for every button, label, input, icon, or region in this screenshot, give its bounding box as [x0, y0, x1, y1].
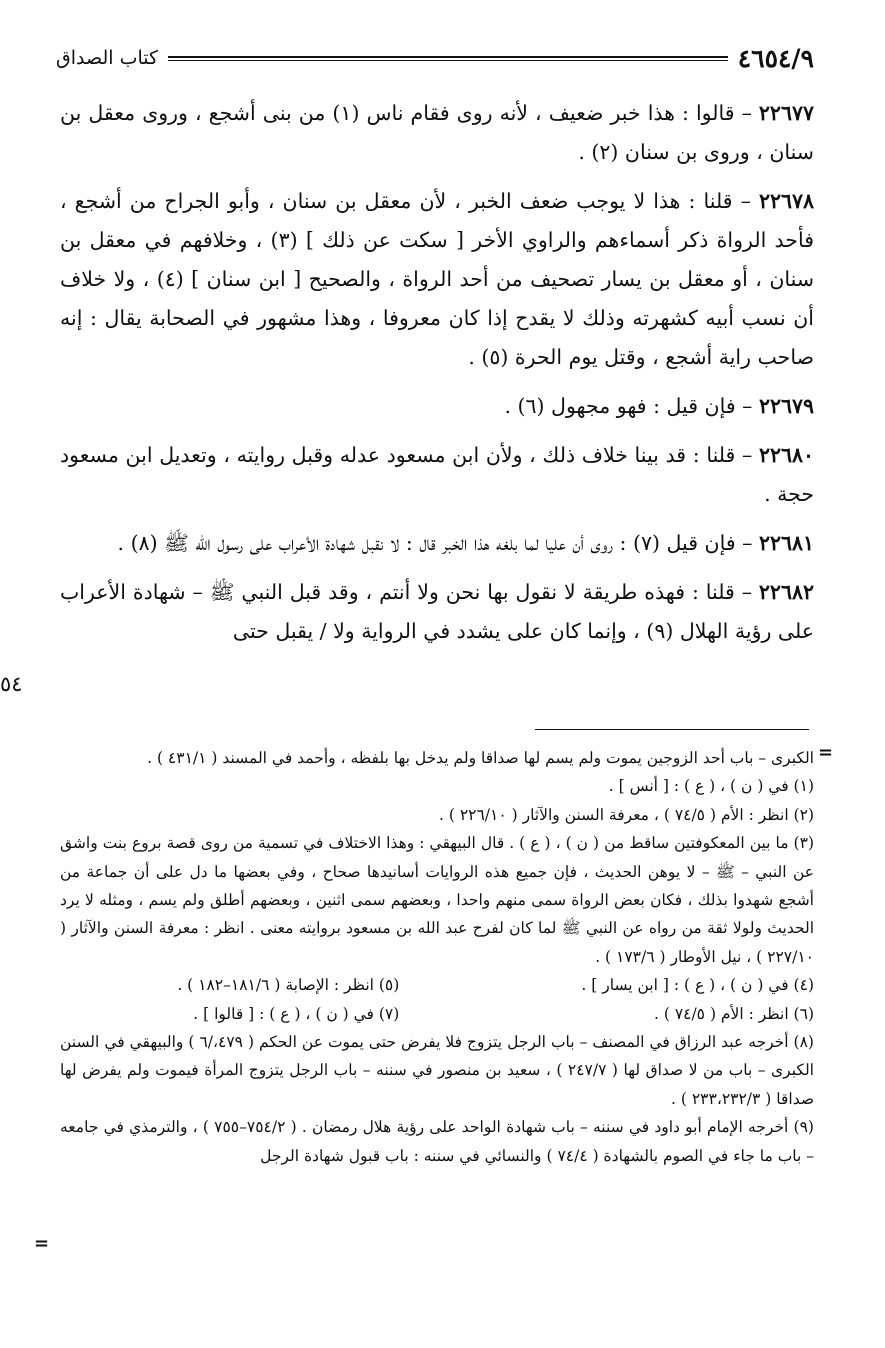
paragraph-text: – قلنا : قد بينا خلاف ذلك ، ولأن ابن مسعود عدله وقبل روايته ، وتعديل ابن مسعود حجة . [60, 443, 814, 506]
paragraph [60, 524, 814, 563]
main-text [60, 94, 814, 661]
footnote-row [60, 1000, 814, 1028]
footnote: (٣) ما بين المعكوفتين ساقط من ( ن ) ، ( ع ) . قال البيهقي : وهذا الاختلاف في تسمية من روى قصة بروع بنت واشق عن النبي – ﷺ – لا يوهن الحديث ، فإن جميع هذه الروايات أسانيدها صحاح ، وفي بعضها ما دل على أن جماعة من أشجع شهدوا بذلك ، فكان بعض الرواة سمى منهم واحدا ، وبعضهم سمى اثنين ، وبعضهم أطلق ولم يسم ، ومثله لا يرد الحديث ولولا ثقة من رواه عن النبي ﷺ لما كان لفرح عبد الله بن مسعود بروايته معنى . انظر : معرفة السنن والآثار ( ٢٢٧/١٠ ) ، نيل الأوطار ( ١٧٣/٦ ) . [60, 834, 814, 966]
footnote: (٥) انظر : الإصابة ( ١٨١/٦–١٨٢ ) . [177, 976, 400, 995]
footnote-continuation-mark: = [818, 742, 834, 763]
footnote: الكبرى – باب أحد الزوجين يموت ولم يسم لها صداقا ولم يدخل بها بلفظه ، وأحمد في المسند ( ٤٣١/١ ) . [147, 749, 814, 767]
paragraph-number: ٢٢٦٨٢ [758, 580, 814, 604]
paragraph-text: – قلنا : فهذه طريقة لا نقول بها نحن ولا أنتم ، وقد قبل النبي ﷺ – شهادة الأعراب على رؤية الهلال (٩) ، وإنما كان على يشدد في الرواية ولا / يقبل حتى [60, 580, 814, 643]
footnotes [60, 744, 814, 1170]
paragraph-text: – قالوا : هذا خبر ضعيف ، لأنه روى فقام ناس (١) من بنى أشجع ، وروى معقل بن سنان ، وروى بن سنان (٢) . [60, 101, 814, 164]
footnote: (٨) أخرجه عبد الرزاق في المصنف – باب الرجل يتزوج فلا يفرض حتى يموت عن الحكم ( ٤٧٩،/٦ ) والبيهقي في السنن الكبرى – باب من لا صداق لها ( ٢٤٧/٧ ) ، سعيد بن منصور في سننه – باب الرجل يتزوج المرأة فيموت ولم يفرض لها صداقا ( ٢٣٣،٢٣٢/٣ ) . [60, 1033, 814, 1108]
footnote: (٤) في ( ن ) ، ( ع ) : [ ابن يسار ] . [581, 976, 814, 995]
margin-page-number: ٥٤ [0, 672, 23, 696]
footnote: (٢) انظر : الأم ( ٧٤/٥ ) ، معرفة السنن والآثار ( ٢٢٦/١٠ ) . [439, 805, 814, 824]
footnote: (٧) في ( ن ) ، ( ع ) : [ قالوا ] . [193, 1004, 400, 1023]
paragraph-number: ٢٢٦٧٧ [758, 101, 814, 125]
running-header [56, 40, 814, 76]
paragraph-text: – فإن قيل (٧) : روى أن عليا لما بلغه هذا الخبر قال : لا نقبل شهادة الأعراب على رسول الله ﷺ (٨) . [117, 531, 753, 555]
paragraph [60, 436, 814, 514]
header-rule [168, 56, 728, 61]
footnote-continuation-mark: = [34, 1233, 50, 1254]
paragraph-number: ٢٢٦٨١ [758, 531, 814, 555]
footnote: (٦) انظر : الأم ( ٧٤/٥ ) . [653, 1004, 814, 1023]
footnote-row [60, 971, 814, 999]
paragraph [60, 182, 814, 377]
footnote: (٩) أخرجه الإمام أبو داود في سننه – باب شهادة الواحد على رؤية هلال رمضان . ( ٧٥٤/٢–٧٥٥ ) ، والترمذي في جامعه – باب ما جاء في الصوم بالشهادة ( ٧٤/٤ ) والنسائي في سننه : باب قبول شهادة الرجل [60, 1118, 814, 1165]
paragraph-number: ٢٢٦٧٩ [758, 394, 814, 418]
footnote: (١) في ( ن ) ، ( ع ) : [ أنس ] . [608, 777, 814, 796]
paragraph [60, 573, 814, 651]
paragraph [60, 387, 814, 426]
paragraph-number: ٢٢٦٨٠ [758, 443, 814, 467]
paragraph-text: – فإن قيل : فهو مجهول (٦) . [504, 394, 753, 418]
footnote-separator [535, 729, 809, 730]
paragraph-text: – قلنا : هذا لا يوجب ضعف الخبر ، لأن معقل بن سنان ، وأبو الجراح من أشجع ، فأحد الرواة ذكر أسماءهم والراوي الأخر [ سكت عن ذلك ] (٣) ، وخلافهم في معقل بن سنان ، أو معقل بن يسار تصحيف من أحد الرواة ، والصحيح [ ابن سنان ] (٤) ، ولا خلاف أن نسب أبيه كشهرته وذلك لا يقدح إذا كان معروفا ، وهذا مشهور في الصحابة يقال : إنه صاحب راية أشجع ، وقتل يوم الحرة (٥) . [60, 189, 814, 369]
book-section-title: كتاب الصداق [56, 47, 159, 69]
page-number: ٤٦٥٤/٩ [737, 43, 814, 73]
paragraph [60, 94, 814, 172]
paragraph-number: ٢٢٦٧٨ [758, 189, 814, 213]
